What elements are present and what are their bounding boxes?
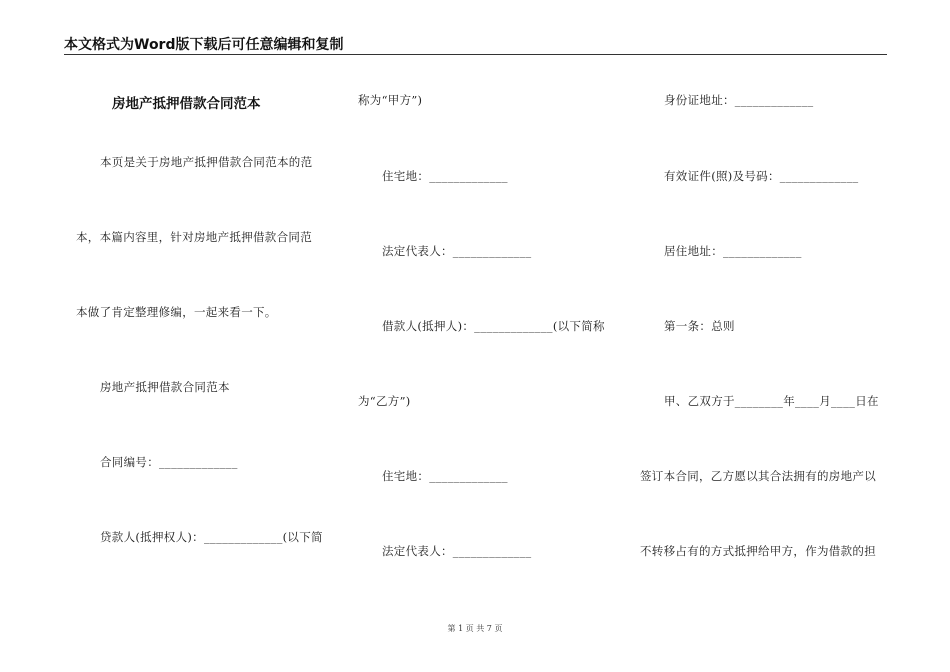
residence-field: 住宅地：_____________ — [382, 469, 508, 483]
residence-field: 住宅地：_____________ — [382, 169, 508, 183]
paragraph-line: 本，本篇内容里，针对房地产抵押借款合同范 — [76, 230, 312, 244]
contract-number-field: 合同编号：_____________ — [100, 455, 238, 469]
header-text: 本文格式为Word版下载后可任意编辑和复制 — [64, 37, 344, 53]
paragraph-line: 不转移占有的方式抵押给甲方，作为借款的担 — [640, 544, 876, 558]
paragraph-line: 称为“甲方”) — [358, 93, 423, 107]
text-column-3 — [630, 0, 950, 672]
paragraph-line: 甲、乙双方于________年____月____日在 — [664, 394, 879, 408]
id-number-field: 有效证件(照)及号码：_____________ — [664, 169, 859, 183]
text-column-2 — [340, 0, 640, 672]
borrower-field: 借款人(抵押人)：_____________(以下简称 — [382, 319, 605, 333]
text-column-1 — [0, 0, 340, 672]
page-number: 第 1 页 共 7 页 — [447, 624, 503, 633]
section-heading: 房地产抵押借款合同范本 — [100, 380, 230, 394]
legal-representative-field: 法定代表人：_____________ — [382, 544, 532, 558]
paragraph-line: 为“乙方”) — [358, 394, 411, 408]
lender-field: 贷款人(抵押权人)：_____________(以下简 — [100, 530, 323, 544]
legal-representative-field: 法定代表人：_____________ — [382, 244, 532, 258]
document-title: 房地产抵押借款合同范本 — [112, 96, 261, 112]
paragraph-line: 签订本合同，乙方愿以其合法拥有的房地产以 — [640, 469, 876, 483]
article-heading: 第一条：总则 — [664, 319, 735, 333]
paragraph-line: 本页是关于房地产抵押借款合同范本的范 — [100, 155, 313, 169]
id-address-field: 身份证地址：_____________ — [664, 93, 814, 107]
paragraph-line: 本做了肯定整理修编，一起来看一下。 — [76, 305, 277, 319]
residence-address-field: 居住地址：_____________ — [664, 244, 802, 258]
